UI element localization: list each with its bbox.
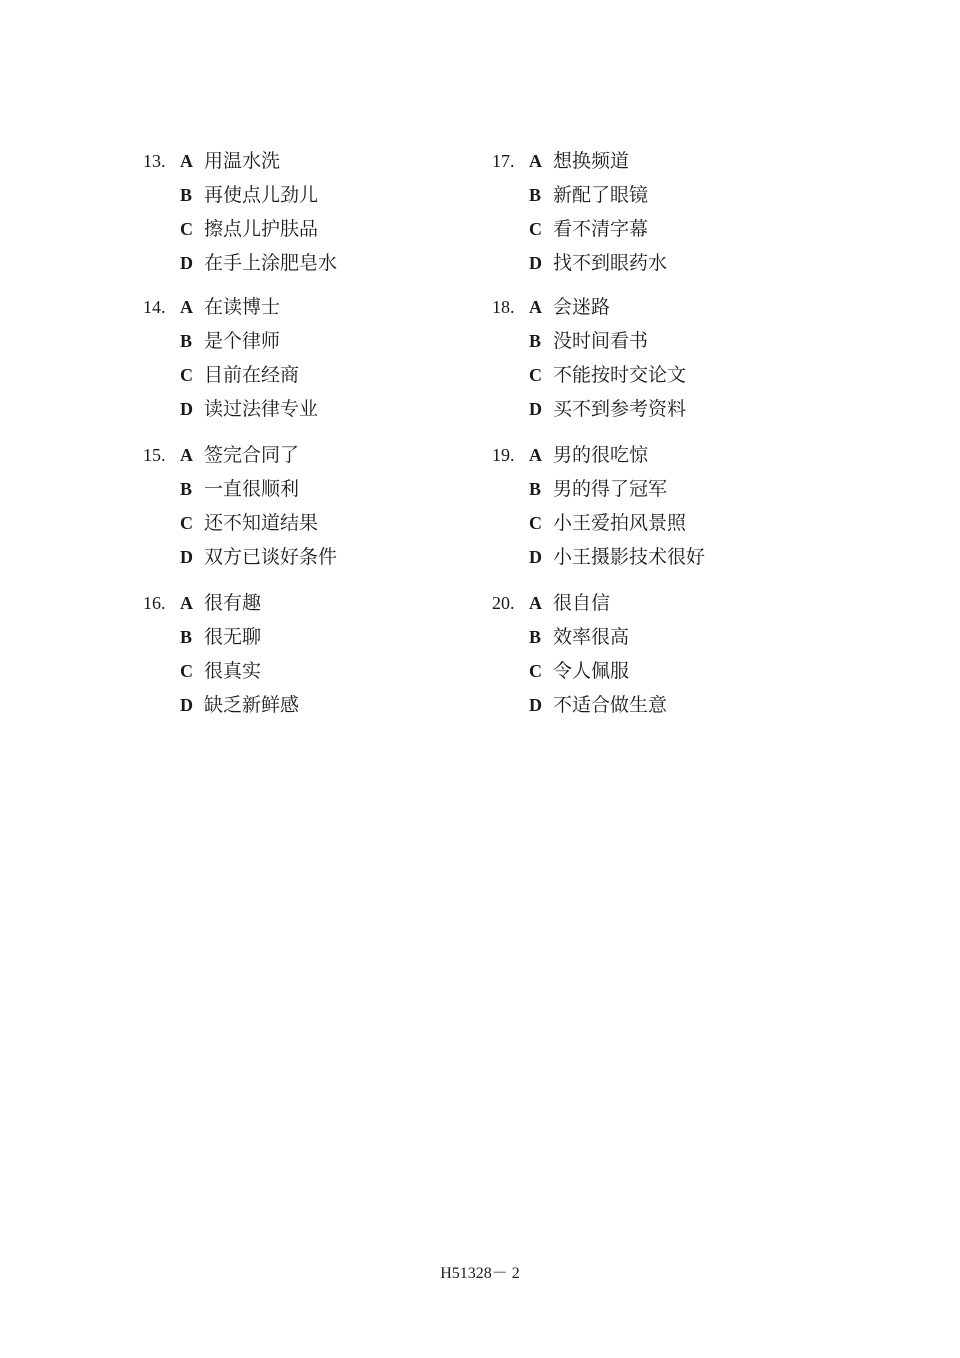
option-letter: B [180,185,193,205]
option-b [492,625,832,659]
option-letter: A [180,297,193,317]
option-text: 很有趣 [204,592,262,614]
option-a [492,443,832,477]
option-b [143,477,483,511]
option-a [143,149,483,183]
option-a [492,149,832,183]
option-text: 新配了眼镜 [553,184,649,206]
option-text: 看不清字幕 [553,218,649,240]
option-text: 找不到眼药水 [553,252,668,274]
option-letter: D [529,695,542,715]
question-16 [143,591,483,727]
option-letter: B [180,479,193,499]
option-letter: C [529,219,542,239]
option-letter: A [180,593,193,613]
option-letter: B [180,331,193,351]
option-text: 小王爱拍风景照 [553,512,687,534]
option-b [143,329,483,363]
option-d [492,545,832,579]
option-letter: A [180,151,193,171]
question-14 [143,295,483,431]
option-text: 签完合同了 [204,444,300,466]
question-number: 17. [492,151,515,171]
option-letter: D [180,547,193,567]
option-letter: C [529,513,542,533]
option-text: 一直很顺利 [204,478,300,500]
option-letter: B [529,331,542,351]
option-letter: D [529,253,542,273]
option-letter: A [529,445,542,465]
option-text: 再使点儿劲儿 [204,184,319,206]
option-text: 在读博士 [204,296,281,318]
option-text: 很真实 [204,660,262,682]
question-number: 20. [492,593,515,613]
option-letter: D [529,399,542,419]
option-text: 用温水洗 [204,150,281,172]
option-letter: B [529,627,542,647]
option-a [143,295,483,329]
option-letter: D [529,547,542,567]
option-text: 在手上涂肥皂水 [204,252,338,274]
option-c [143,217,483,251]
option-letter: D [180,253,193,273]
option-d [492,693,832,727]
option-letter: C [529,365,542,385]
option-text: 想换频道 [553,150,630,172]
option-letter: C [180,365,193,385]
question-18 [492,295,832,431]
option-text: 缺乏新鲜感 [204,694,300,716]
option-text: 效率很高 [553,626,630,648]
option-d [143,693,483,727]
question-number: 16. [143,593,166,613]
option-d [143,251,483,285]
question-17 [492,149,832,285]
option-letter: D [180,399,193,419]
option-text: 读过法律专业 [204,398,319,420]
option-b [143,625,483,659]
option-letter: A [529,297,542,317]
question-20 [492,591,832,727]
option-letter: B [180,627,193,647]
option-b [492,329,832,363]
question-number: 19. [492,445,515,465]
option-text: 买不到参考资料 [553,398,687,420]
option-text: 令人佩服 [553,660,630,682]
option-text: 会迷路 [553,296,611,318]
option-text: 不能按时交论文 [553,364,687,386]
option-d [492,251,832,285]
option-letter: A [529,593,542,613]
option-b [492,477,832,511]
question-19 [492,443,832,579]
option-text: 不适合做生意 [553,694,668,716]
option-text: 很自信 [553,592,611,614]
option-text: 男的得了冠军 [553,478,668,500]
question-number: 14. [143,297,166,317]
option-c [492,511,832,545]
option-a [492,591,832,625]
option-text: 是个律师 [204,330,281,352]
option-a [143,591,483,625]
option-c [492,659,832,693]
option-a [143,443,483,477]
question-15 [143,443,483,579]
option-letter: C [180,513,193,533]
option-text: 双方已谈好条件 [204,546,338,568]
option-letter: B [529,185,542,205]
option-d [143,397,483,431]
option-b [143,183,483,217]
option-letter: A [529,151,542,171]
option-c [143,659,483,693]
option-letter: C [180,661,193,681]
option-letter: B [529,479,542,499]
option-letter: C [180,219,193,239]
option-text: 还不知道结果 [204,512,319,534]
option-c [492,217,832,251]
option-text: 目前在经商 [204,364,300,386]
option-b [492,183,832,217]
option-d [143,545,483,579]
question-number: 13. [143,151,166,171]
question-number: 18. [492,297,515,317]
question-number: 15. [143,445,166,465]
option-c [143,363,483,397]
option-text: 很无聊 [204,626,262,648]
option-c [143,511,483,545]
option-d [492,397,832,431]
option-text: 没时间看书 [553,330,649,352]
option-a [492,295,832,329]
option-c [492,363,832,397]
option-letter: A [180,445,193,465]
option-text: 男的很吃惊 [553,444,649,466]
option-text: 小王摄影技术很好 [553,546,706,568]
page-footer: H51328－ 2 [440,1265,520,1282]
option-letter: C [529,661,542,681]
question-13 [143,149,483,285]
option-letter: D [180,695,193,715]
option-text: 擦点儿护肤品 [204,218,319,240]
